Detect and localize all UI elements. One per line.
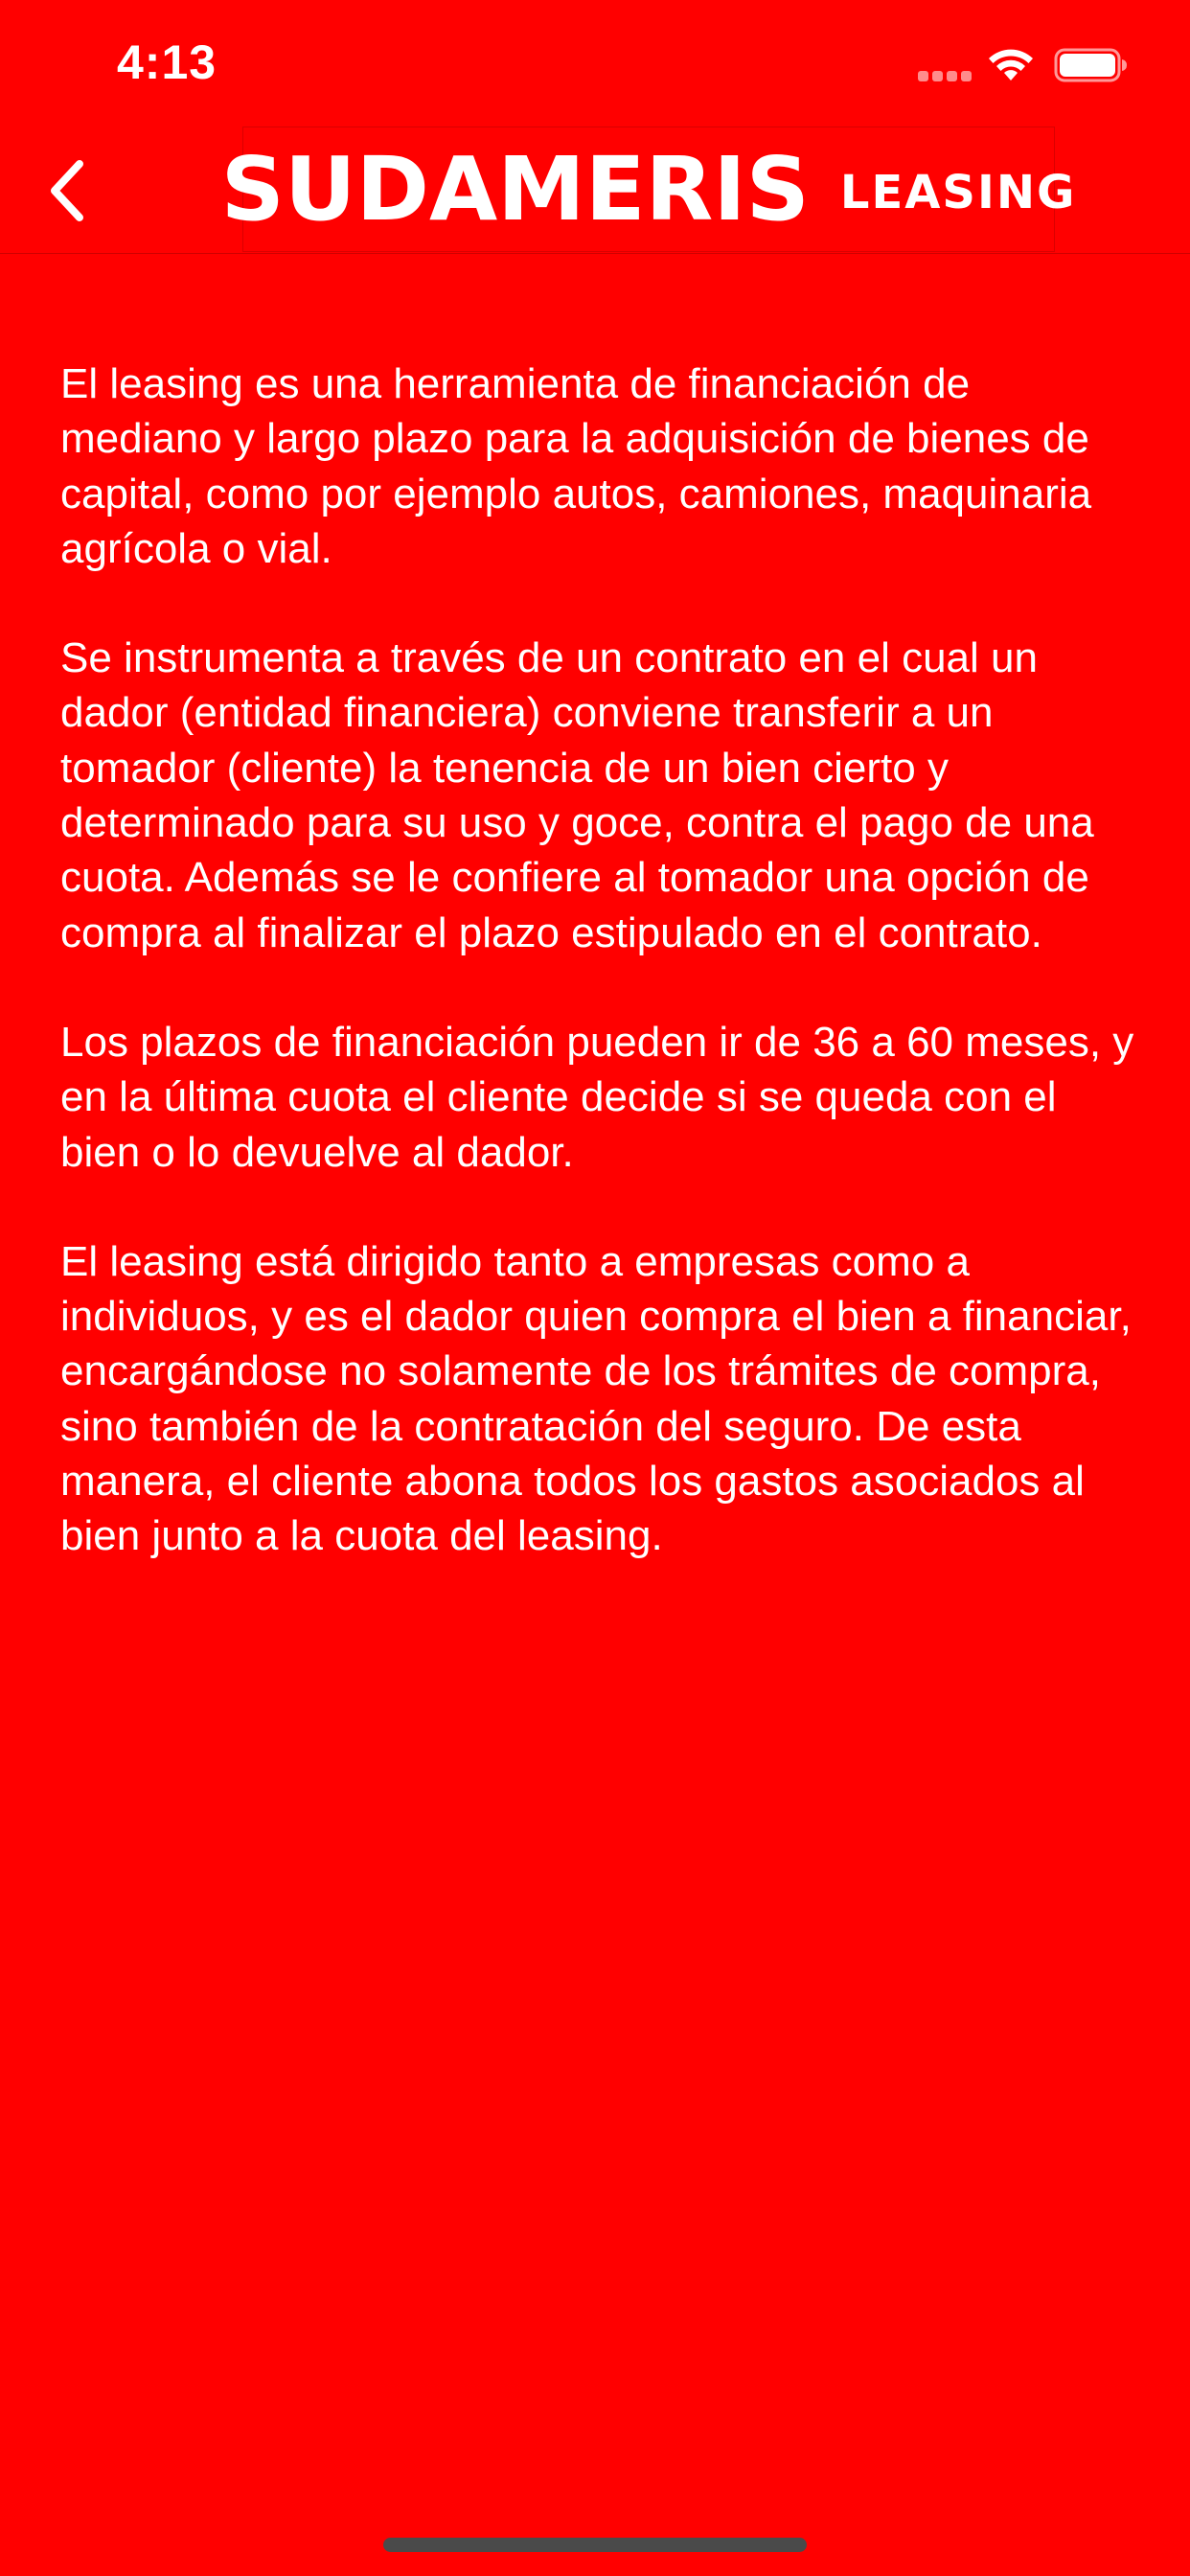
paragraph: El leasing está dirigido tanto a empresas como a individuos, y es el dador quien compra el bien a financiar, encargándose no solamente de los trámites de compra, sino también de la contratación del seguro. De esta manera, el cliente abona todos los gastos asociados al bien junto a la cuota del leasing. <box>60 1237 1132 1560</box>
paragraph: Los plazos de financiación pueden ir de 36 a 60 meses, y en la última cuota el cliente decide si se queda con el bien o lo devuelve al dador. <box>60 1018 1134 1176</box>
home-indicator[interactable] <box>383 2538 807 2552</box>
cellular-signal-icon <box>918 71 972 82</box>
logo-main-text: SUDAMERIS <box>220 137 810 241</box>
paragraph: Se instrumenta a través de un contrato en el cual un dador (entidad financiera) conviene transferir a un tomador (cliente) la tenencia de un bien cierto y determinado para su uso y goce, contra el pago de una cuota. Además se le confiere al tomador una opción de compra al finalizar el plazo estipulado en el contrato. <box>60 634 1094 956</box>
leasing-description <box>60 356 1143 1619</box>
status-time: 4:13 <box>117 35 217 89</box>
sudameris-leasing-logo <box>220 126 1077 252</box>
status-bar <box>0 0 1190 126</box>
battery-icon <box>1054 48 1129 82</box>
wifi-icon <box>987 46 1035 82</box>
logo-sub-text: LEASING <box>839 165 1077 219</box>
back-button[interactable] <box>23 148 109 234</box>
paragraph: El leasing es una herramienta de financiación de mediano y largo plazo para la adquisición de bienes de capital, como por ejemplo autos, camiones, maquinaria agrícola o vial. <box>60 360 1092 572</box>
navigation-bar <box>0 126 1190 254</box>
chevron-left-icon <box>45 159 87 222</box>
